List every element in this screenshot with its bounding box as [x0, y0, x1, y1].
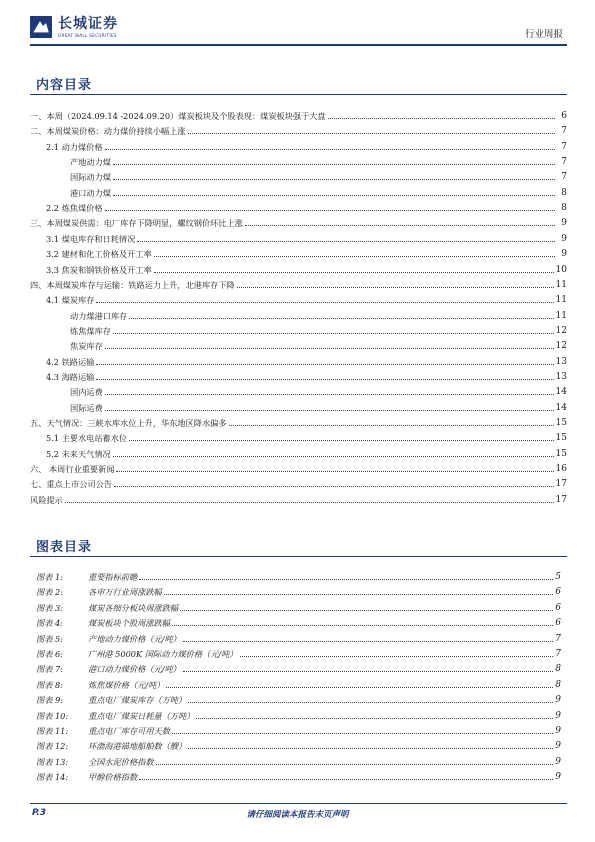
figure-entry-label: 产地动力煤价格（元/吨） — [88, 633, 181, 644]
figure-entry-number: 图表 1: — [36, 572, 63, 582]
figure-entry-label: 甲醇价格指数 — [88, 772, 138, 783]
figure-entry-label: 重点电厂库存可用天数 — [88, 726, 170, 736]
figure-leader-dots — [183, 671, 553, 672]
toc-entry-page: 15 — [555, 448, 567, 459]
footer-divider — [30, 803, 567, 804]
toc-entry[interactable] — [30, 306, 567, 321]
toc-entry[interactable] — [30, 137, 567, 152]
toc-leader-dots — [137, 241, 555, 242]
toc-entry[interactable] — [30, 428, 567, 443]
figure-entry[interactable] — [36, 567, 561, 582]
toc-entry-label: 5.2 未来天气情况 — [46, 448, 111, 459]
toc-title-divider — [30, 94, 567, 95]
toc-leader-dots — [105, 149, 555, 150]
toc-leader-dots — [237, 287, 554, 288]
toc-leader-dots — [113, 456, 554, 457]
toc-leader-dots — [96, 364, 553, 365]
toc-entry-page: 17 — [555, 479, 567, 490]
figure-entry[interactable] — [36, 659, 561, 674]
toc-entry-label: 国内运费 — [70, 387, 103, 398]
figures-title-divider — [30, 556, 567, 557]
toc-entry[interactable] — [30, 121, 567, 136]
figure-leader-dots — [188, 748, 553, 749]
figure-leader-dots — [196, 718, 553, 719]
figure-leader-dots — [183, 641, 553, 642]
toc-leader-dots — [105, 394, 554, 395]
toc-leader-dots — [129, 318, 553, 319]
figure-entry-number: 图表 3: — [36, 602, 63, 613]
figure-entry[interactable] — [36, 629, 561, 644]
figure-leader-dots — [164, 594, 554, 595]
toc-entry[interactable] — [30, 106, 567, 121]
toc-entry-page: 14 — [555, 402, 567, 413]
toc-leader-dots — [105, 348, 554, 349]
toc-leader-dots — [96, 302, 553, 303]
figure-entry-number: 图表 4: — [36, 618, 63, 629]
brand-name-cn: 长城证券 — [58, 15, 118, 32]
figure-entry-label: 重点电厂煤炭库存（万吨） — [88, 695, 187, 706]
brand-name-en: GREAT WALL SECURITIES — [58, 32, 117, 38]
toc-entry-label: 3.1 煤电库存和日耗情况 — [46, 233, 136, 244]
toc-entry[interactable] — [30, 290, 567, 305]
toc-entry-label: 3.2 建材和化工价格及开工率 — [46, 249, 152, 260]
toc-entry-page: 16 — [555, 464, 567, 475]
brand-logo — [30, 16, 118, 38]
figure-entry-page: 8 — [555, 664, 561, 675]
figure-entry-page: 9 — [555, 741, 561, 752]
figure-entry-number: 图表 9: — [36, 695, 63, 706]
figure-leader-dots — [139, 779, 553, 780]
toc-leader-dots — [245, 225, 555, 226]
toc-leader-dots — [116, 471, 553, 472]
toc-entry-label: 二、本周煤炭价格：动力煤价持续小幅上涨 — [30, 126, 186, 137]
toc-leader-dots — [188, 133, 555, 134]
footer-disclaimer: 请仔细阅读本报告末页声明 — [246, 810, 349, 820]
toc-entry-page: 15 — [555, 433, 567, 444]
toc-leader-dots — [113, 164, 555, 165]
figure-entry-page: 9 — [555, 710, 561, 721]
brand-logo-icon — [30, 16, 52, 38]
toc-entry-label: 五、天气情况：三峡水库水位上升，华东地区降水偏多 — [30, 418, 227, 428]
figure-leader-dots — [156, 764, 554, 765]
toc-leader-dots — [105, 410, 554, 411]
toc-entry-page: 9 — [561, 218, 567, 229]
figure-entry[interactable] — [36, 644, 561, 659]
toc-entry-page: 17 — [555, 494, 567, 505]
toc-entry[interactable] — [30, 413, 567, 428]
figure-entry-label: 重点电厂煤炭日耗量（万吨） — [88, 710, 195, 721]
toc-entry-page: 8 — [561, 187, 567, 198]
figure-entry-label: 各申万行业周涨跌幅 — [88, 587, 162, 598]
figure-entry-label: 环渤海港锚地船舶数（艘） — [88, 741, 187, 752]
page-number: P.3 — [32, 808, 46, 818]
toc-leader-dots — [113, 333, 554, 334]
figure-leader-dots — [240, 656, 554, 657]
toc-entry-label: 国际动力煤 — [70, 172, 111, 183]
figure-entry-label: 煤炭各细分板块周涨跌幅 — [88, 602, 179, 613]
toc-entry-page: 13 — [555, 356, 567, 367]
figure-entry[interactable] — [36, 613, 561, 628]
toc-entry[interactable] — [30, 152, 567, 167]
toc-entry[interactable] — [30, 336, 567, 351]
toc-leader-dots — [154, 256, 555, 257]
toc-entry-page: 7 — [561, 157, 567, 168]
toc-entry[interactable] — [30, 398, 567, 413]
toc-entry-label: 5.1 主要水电站蓄水位 — [46, 433, 128, 444]
toc-leader-dots — [229, 425, 554, 426]
figure-entry-number: 图表 2: — [36, 587, 63, 598]
toc-entry[interactable] — [30, 352, 567, 367]
figure-entry[interactable] — [36, 752, 561, 767]
toc-entry-page: 14 — [555, 387, 567, 398]
toc-leader-dots — [113, 195, 555, 196]
toc-entry-label: 2.1 动力煤价格 — [46, 141, 103, 152]
toc-entry[interactable] — [30, 459, 567, 474]
figure-entry-page: 6 — [555, 587, 561, 598]
figure-entry-number: 图表 12: — [36, 741, 69, 752]
figure-entry-number: 图表 5: — [36, 633, 63, 644]
toc-title: 内容目录 — [36, 78, 93, 93]
figure-entry-number: 图表 13: — [36, 756, 69, 767]
toc-entry[interactable] — [30, 244, 567, 259]
figure-leader-dots — [172, 625, 553, 626]
toc-leader-dots — [154, 272, 554, 273]
toc-entry-page: 10 — [555, 264, 567, 275]
toc-entry-label: 2.2 炼焦煤价格 — [46, 203, 103, 214]
toc-entry-label: 4.3 海路运输 — [46, 371, 95, 382]
figure-entry-page: 6 — [555, 602, 561, 613]
toc-leader-dots — [65, 502, 554, 503]
toc-entry[interactable] — [30, 167, 567, 182]
toc-entry[interactable] — [30, 444, 567, 459]
toc-entry-label: 产地动力煤 — [70, 157, 111, 168]
toc-entry-label: 七、重点上市公司公告 — [30, 479, 112, 490]
toc-entry-label: 炼焦煤库存 — [70, 325, 111, 336]
toc-entry-page: 11 — [555, 295, 567, 306]
toc-entry-page: 11 — [555, 310, 567, 321]
toc-entry[interactable] — [30, 367, 567, 382]
toc-entry-label: 风险提示 — [30, 494, 63, 505]
figure-leader-dots — [188, 702, 553, 703]
toc-entry-label: 六、 本周行业重要新闻 — [30, 464, 115, 475]
figure-entry[interactable] — [36, 767, 561, 782]
toc-entry[interactable] — [30, 321, 567, 336]
figure-entry-label: 广州港 5000K 国际动力煤价格（元/吨） — [88, 649, 238, 659]
figure-entry-label: 重要指标前瞻 — [88, 572, 138, 582]
toc-entry[interactable] — [30, 229, 567, 244]
figures-title: 图表目录 — [36, 540, 93, 555]
toc-leader-dots — [113, 179, 555, 180]
page-header — [30, 14, 567, 46]
toc-entry-page: 7 — [561, 126, 567, 137]
toc-leader-dots — [129, 440, 553, 441]
toc-entry[interactable] — [30, 198, 567, 213]
toc-entry[interactable] — [30, 260, 567, 275]
figure-entry-page: 9 — [555, 756, 561, 767]
figure-leader-dots — [166, 687, 553, 688]
toc-leader-dots — [328, 118, 555, 119]
toc-entry[interactable] — [30, 474, 567, 489]
toc-entry-label: 港口动力煤 — [70, 187, 111, 198]
toc-entry-label: 焦炭库存 — [70, 341, 103, 352]
figure-entry-number: 图表 10: — [36, 710, 69, 721]
toc-entry-page: 12 — [555, 341, 567, 352]
toc-entry[interactable] — [30, 183, 567, 198]
figure-entry[interactable] — [36, 690, 561, 705]
figure-entry[interactable] — [36, 675, 561, 690]
toc-entry[interactable] — [30, 213, 567, 228]
toc-leader-dots — [96, 379, 553, 380]
figure-entry-page: 9 — [555, 695, 561, 706]
header-divider — [30, 44, 567, 46]
figure-entry[interactable] — [36, 721, 561, 736]
toc-entry-page: 13 — [555, 371, 567, 382]
figure-entry-label: 全国水泥价格指数 — [88, 756, 154, 767]
toc-entry-page: 12 — [555, 325, 567, 336]
toc-entry[interactable] — [30, 382, 567, 397]
figure-leader-dots — [139, 579, 553, 580]
report-type-label: 行业周报 — [524, 29, 563, 40]
figure-entry-label: 煤炭板块个股周涨跌幅 — [88, 618, 170, 629]
toc-entry-label: 4.1 煤炭库存 — [46, 295, 95, 306]
figure-entry-page: 9 — [555, 726, 561, 736]
toc-entry-page: 11 — [555, 279, 567, 290]
toc-entry-label: 4.2 铁路运输 — [46, 356, 95, 367]
figure-entry-label: 港口动力煤价格（元/吨） — [88, 664, 181, 675]
toc-entry-label: 三、本周煤炭供需：电厂库存下降明显，螺纹钢价环比上涨 — [30, 218, 243, 229]
toc-entry-label: 国际运费 — [70, 402, 103, 413]
figure-entry-page: 7 — [555, 633, 561, 644]
toc-entry-page: 6 — [561, 111, 567, 121]
figure-entry-page: 6 — [555, 618, 561, 629]
figure-entry-page: 8 — [555, 679, 561, 690]
toc-entry-page: 15 — [555, 418, 567, 428]
toc-leader-dots — [114, 486, 554, 487]
toc-entry-label: 四、本周煤炭库存与运输：铁路运力上升，北港库存下降 — [30, 279, 235, 290]
figure-leader-dots — [172, 733, 553, 734]
figure-entry-page: 7 — [555, 649, 561, 659]
toc-leader-dots — [105, 210, 555, 211]
figure-entry-number: 图表 8: — [36, 679, 63, 690]
toc-entry-page: 7 — [561, 141, 567, 152]
toc-entry-label: 3.3 焦炭和钢铁价格及开工率 — [46, 264, 152, 275]
figure-entry-number: 图表 6: — [36, 649, 63, 659]
figure-entry[interactable] — [36, 598, 561, 613]
figure-entry-number: 图表 7: — [36, 664, 63, 675]
figure-entry[interactable] — [36, 736, 561, 751]
figure-entry-page: 9 — [555, 772, 561, 783]
figure-leader-dots — [180, 610, 553, 611]
figure-entry-label: 炼焦煤价格（元/吨） — [88, 679, 165, 690]
figure-entry-number: 图表 11: — [36, 726, 69, 736]
toc-entry-page: 9 — [561, 233, 567, 244]
figure-entry[interactable] — [36, 582, 561, 597]
toc-entry-label: 动力煤港口库存 — [70, 310, 128, 321]
toc-entry[interactable] — [30, 275, 567, 290]
toc-entry-page: 7 — [561, 172, 567, 183]
figure-entry[interactable] — [36, 706, 561, 721]
toc-entry-label: 一、本周（2024.09.14 -2024.09.20）煤炭板块及个股表现：煤炭板块强于大盘 — [30, 111, 326, 121]
toc-entry[interactable] — [30, 490, 567, 505]
figure-entry-page: 5 — [555, 572, 561, 582]
toc-entry-page: 8 — [561, 203, 567, 214]
figure-entry-number: 图表 14: — [36, 772, 69, 783]
toc-entry-page: 9 — [561, 249, 567, 260]
